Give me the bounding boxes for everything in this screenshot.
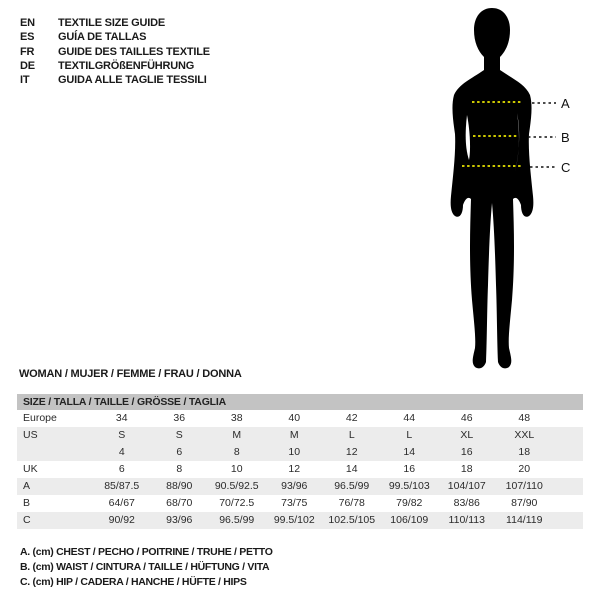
- legend-line: C. (cm) HIP / CADERA / HANCHE / HÜFTE / HIPS: [20, 576, 247, 588]
- language-code: EN: [20, 17, 35, 29]
- spacer-cell: [553, 461, 583, 478]
- size-value-cell: 99.5/102: [273, 514, 315, 526]
- section-title: WOMAN / MUJER / FEMME / FRAU / DONNA: [19, 368, 242, 380]
- size-value-cell: 110/113: [448, 514, 485, 526]
- spacer-cell: [553, 495, 583, 512]
- size-value-cell: 36: [173, 412, 186, 424]
- row-label: US: [23, 429, 38, 441]
- size-value-cell: 46: [460, 412, 473, 424]
- size-value-cell: 8: [176, 463, 183, 475]
- marker-c-label: C: [561, 160, 571, 175]
- size-value-cell: 38: [230, 412, 243, 424]
- size-value-cell: 90/92: [108, 514, 135, 526]
- legend-line: A. (cm) CHEST / PECHO / POITRINE / TRUHE / PETTO: [20, 546, 273, 558]
- size-value-cell: 10: [288, 446, 301, 458]
- language-guide-title: TEXTILGRÖßENFÜHRUNG: [58, 59, 195, 72]
- size-value-cell: 102.5/105: [328, 514, 376, 526]
- size-value-cell: 93/96: [166, 514, 193, 526]
- size-value-cell: 73/75: [281, 497, 308, 509]
- size-value-cell: 16: [403, 463, 416, 475]
- language-code: IT: [20, 74, 30, 87]
- row-label: A: [23, 480, 31, 492]
- language-guide-title: GUÍA DE TALLAS: [58, 31, 147, 44]
- size-value-cell: 96.5/99: [334, 480, 370, 492]
- size-value-cell: 68/70: [166, 497, 193, 509]
- spacer-cell: [553, 427, 583, 444]
- size-value-cell: 14: [345, 463, 358, 475]
- size-value-cell: 88/90: [166, 480, 193, 492]
- size-value-cell: 44: [403, 412, 416, 424]
- size-table: [17, 394, 583, 529]
- size-table-header: SIZE / TALLA / TAILLE / GRÖSSE / TAGLIA: [17, 394, 583, 410]
- row-label: [17, 444, 93, 461]
- row-label: UK: [23, 463, 38, 475]
- size-value-cell: 12: [345, 446, 358, 458]
- size-value-cell: 42: [345, 412, 358, 424]
- size-value-cell: 8: [233, 446, 240, 458]
- size-value-cell: 96.5/99: [219, 514, 255, 526]
- row-label: B: [23, 497, 31, 509]
- size-value-cell: L: [348, 429, 355, 441]
- size-value-cell: 34: [115, 412, 128, 424]
- size-value-cell: 4: [118, 446, 125, 458]
- size-value-cell: L: [406, 429, 413, 441]
- size-value-cell: S: [118, 429, 126, 441]
- size-value-cell: 83/86: [453, 497, 480, 509]
- size-value-cell: 107/110: [505, 480, 543, 492]
- size-value-cell: 10: [230, 463, 243, 475]
- language-row: [20, 59, 210, 73]
- woman-silhouette-figure: [410, 0, 590, 375]
- language-code: FR: [20, 45, 35, 58]
- table-row: [17, 410, 583, 427]
- language-code: ES: [20, 31, 35, 44]
- size-value-cell: XXL: [514, 429, 535, 441]
- size-value-cell: 40: [288, 412, 301, 424]
- size-value-cell: 70/72.5: [219, 497, 255, 509]
- table-row: [17, 512, 583, 529]
- woman-silhouette: [451, 8, 534, 368]
- spacer-cell: [553, 512, 583, 529]
- size-value-cell: 18: [518, 446, 531, 458]
- row-label: C: [23, 514, 31, 526]
- size-value-cell: 16: [460, 446, 473, 458]
- language-row: [20, 45, 210, 59]
- size-value-cell: 14: [403, 446, 416, 458]
- language-row: [20, 16, 210, 30]
- legend-line: B. (cm) WAIST / CINTURA / TAILLE / HÜFTUNG / VITA: [20, 561, 270, 573]
- size-table-body: [17, 410, 583, 529]
- size-value-cell: 64/67: [108, 497, 135, 509]
- size-value-cell: 79/82: [396, 497, 423, 509]
- table-row: [17, 478, 583, 495]
- language-row: [20, 73, 210, 87]
- size-value-cell: 6: [118, 463, 125, 475]
- language-guide-title: GUIDA ALLE TAGLIE TESSILI: [58, 74, 207, 87]
- size-value-cell: 87/90: [511, 497, 538, 509]
- language-code: DE: [20, 59, 35, 72]
- spacer-cell: [553, 444, 583, 461]
- row-label: Europe: [23, 412, 57, 424]
- size-value-cell: 18: [460, 463, 473, 475]
- size-value-cell: 48: [518, 412, 531, 424]
- table-row: [17, 444, 583, 461]
- size-value-cell: 76/78: [338, 497, 365, 509]
- measure-legend: [20, 545, 273, 590]
- size-value-cell: S: [175, 429, 183, 441]
- size-value-cell: 12: [288, 463, 301, 475]
- size-value-cell: 104/107: [447, 480, 486, 492]
- size-value-cell: 20: [518, 463, 531, 475]
- size-value-cell: M: [232, 429, 242, 441]
- size-value-cell: 114/119: [506, 514, 543, 526]
- table-row: [17, 461, 583, 478]
- table-row: [17, 495, 583, 512]
- size-value-cell: 85/87.5: [104, 480, 140, 492]
- spacer-cell: [553, 478, 583, 495]
- size-value-cell: 106/109: [390, 514, 429, 526]
- size-value-cell: XL: [460, 429, 474, 441]
- size-value-cell: 93/96: [281, 480, 308, 492]
- language-title-list: [20, 16, 210, 87]
- size-value-cell: 99.5/103: [388, 480, 430, 492]
- spacer-cell: [553, 410, 583, 427]
- marker-b-label: B: [561, 130, 570, 145]
- size-value-cell: M: [289, 429, 299, 441]
- marker-a-label: A: [561, 96, 570, 111]
- size-value-cell: 90.5/92.5: [214, 480, 259, 492]
- language-row: [20, 30, 210, 44]
- language-guide-title: TEXTILE SIZE GUIDE: [58, 17, 166, 29]
- size-value-cell: 6: [176, 446, 183, 458]
- table-row: [17, 427, 583, 444]
- language-guide-title: GUIDE DES TAILLES TEXTILE: [58, 45, 210, 58]
